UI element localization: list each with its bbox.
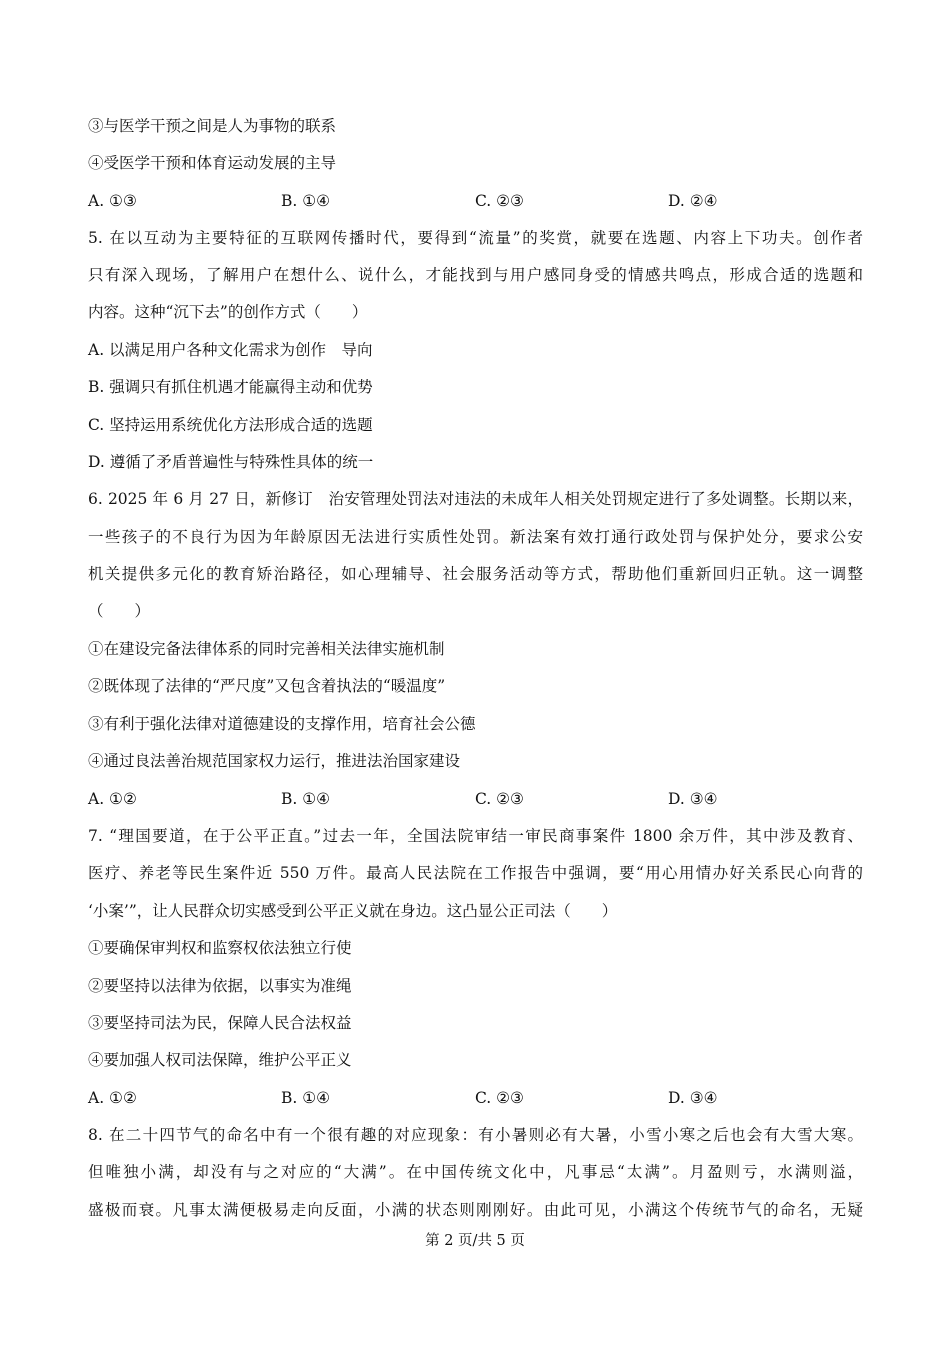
q7-option-d[interactable]: D. ③④ [668,1089,718,1107]
q6-option-c[interactable]: C. ②③ [475,790,524,808]
q6-option-b[interactable]: B. ①④ [281,790,331,808]
q8-stem-line-1: 8. 在二十四节气的命名中有一个很有趣的对应现象：有小暑则必有大暑，小雪小寒之后也会有大雪大寒。 [88,1126,863,1144]
q6-statement-4: ④通过良法善治规范国家权力运行，推进法治国家建设 [88,752,461,770]
q6-statement-1: ①在建设完备法律体系的同时完善相关法律实施机制 [88,640,445,658]
q4-statement-4: ④受医学干预和体育运动发展的主导 [88,154,337,172]
q5-option-c[interactable]: C. 坚持运用系统优化方法形成合适的选题 [88,416,373,434]
q5-stem-line-2: 只有深入现场，了解用户在想什么、说什么，才能找到与用户感同身受的情感共鸣点，形成合适的选题和 [88,266,863,284]
q4-option-a[interactable]: A. ①③ [88,192,137,210]
q5-option-d[interactable]: D. 遵循了矛盾普遍性与特殊性具体的统一 [88,453,374,471]
q4-option-c[interactable]: C. ②③ [475,192,524,210]
q8-stem-line-2: 但唯独小满，却没有与之对应的“大满”。在中国传统文化中，凡事忌“太满”。月盈则亏，水满则溢， [88,1163,863,1181]
q6-statement-3: ③有利于强化法律对道德建设的支撑作用，培育社会公德 [88,715,476,733]
q7-stem-line-1: 7. “理国要道，在于公平正直。”过去一年，全国法院审结一审民商事案件 1800 余万件，其中涉及教育、 [88,827,863,845]
q6-stem-line-1: 6. 2025 年 6 月 27 日，新修订 治安管理处罚法对违法的未成年人相关处罚规定进行了多处调整。长期以来， [88,490,863,508]
q7-statement-2: ②要坚持以法律为依据，以事实为准绳 [88,977,352,995]
q7-statement-3: ③要坚持司法为民，保障人民合法权益 [88,1014,352,1032]
q7-stem-line-3: ‘小案’”，让人民群众切实感受到公平正义就在身边。这凸显公正司法（ ） [88,902,618,920]
q5-option-b[interactable]: B. 强调只有抓住机遇才能赢得主动和优势 [88,378,373,396]
q6-statement-2: ②既体现了法律的“严尺度”又包含着执法的“暖温度” [88,677,446,695]
q4-option-b[interactable]: B. ①④ [281,192,331,210]
q6-option-a[interactable]: A. ①② [88,790,137,808]
q6-stem-line-3: 机关提供多元化的教育矫治路径，如心理辅导、社会服务活动等方式，帮助他们重新回归正轨。这一调整 [88,565,863,583]
q7-stem-line-2: 医疗、养老等民生案件近 550 万件。最高人民法院在工作报告中强调，要“用心用情办好关系民心向背的 [88,864,863,882]
q7-option-b[interactable]: B. ①④ [281,1089,331,1107]
q7-statement-1: ①要确保审判权和监察权依法独立行使 [88,939,352,957]
q6-stem-line-4: （ ） [88,602,151,620]
page-number-footer: 第 2 页/共 5 页 [425,1233,525,1249]
q5-option-a[interactable]: A. 以满足用户各种文化需求为创作 导向 [88,341,373,359]
q8-stem-line-3: 盛极而衰。凡事太满便极易走向反面，小满的状态则刚刚好。由此可见，小满这个传统节气的命名，无疑 [88,1201,863,1219]
q7-option-a[interactable]: A. ①② [88,1089,137,1107]
q5-stem-line-1: 5. 在以互动为主要特征的互联网传播时代，要得到“流量”的奖赏，就要在选题、内容上下功夫。创作者 [88,229,863,247]
q6-stem-line-2: 一些孩子的不良行为因为年龄原因无法进行实质性处罚。新法案有效打通行政处罚与保护处分，要求公安 [88,528,863,546]
q4-option-d[interactable]: D. ②④ [668,192,718,210]
q4-statement-3: ③与医学干预之间是人为事物的联系 [88,117,337,135]
q7-statement-4: ④要加强人权司法保障，维护公平正义 [88,1051,352,1069]
q7-option-c[interactable]: C. ②③ [475,1089,524,1107]
q5-stem-line-3: 内容。这种“沉下去”的创作方式（ ） [88,303,368,321]
q6-option-d[interactable]: D. ③④ [668,790,718,808]
